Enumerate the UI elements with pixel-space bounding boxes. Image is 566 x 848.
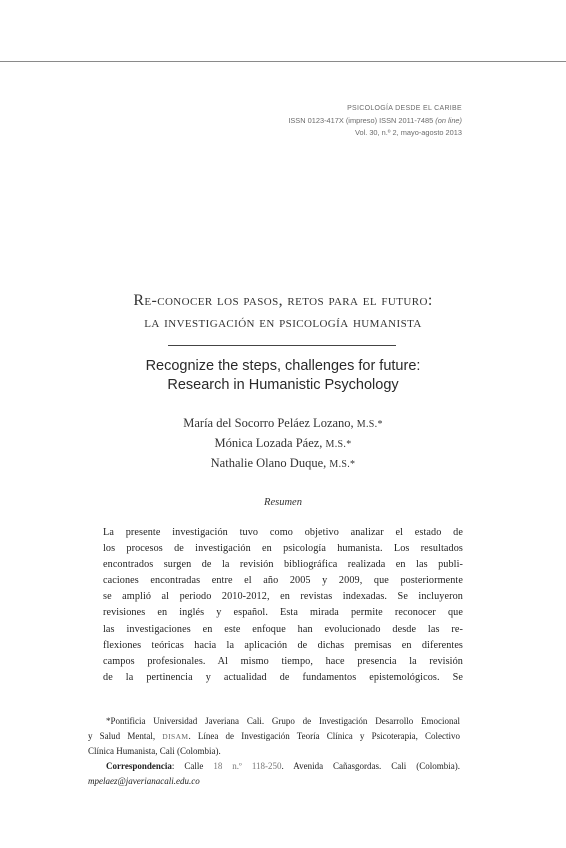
footnote-address-number: 18 n.º 118-250: [213, 761, 282, 771]
abstract-body: [103, 525, 463, 686]
top-rule: [0, 61, 566, 62]
footnote-affiliation-line: Clínica Humanista, Cali (Colombia).: [88, 746, 221, 756]
footnote-affiliation-line: [88, 729, 460, 744]
author-name: Nathalie Olano Duque,: [210, 456, 327, 470]
abstract-line: los procesos de investigación en psicología humanista. Los resultados: [103, 543, 463, 555]
title-en-line-2: Research in Humanistic Psychology: [167, 377, 399, 393]
issn-online: ISSN 2011-7485: [379, 116, 434, 125]
journal-issn: [288, 115, 462, 127]
author-footnote: [88, 714, 460, 789]
abstract-line: revisiones en inglés y español. Esta mirada permite reconocer que: [103, 607, 463, 619]
issn-online-suffix: (on line): [435, 116, 462, 125]
article-title: [40, 290, 526, 334]
title-en-line-1: Recognize the steps, challenges for future:: [145, 358, 421, 374]
title-line-1: Re-conocer los pasos, retos para el futuro:: [133, 292, 433, 309]
footnote-acronym: DISAM: [162, 732, 189, 741]
abstract-heading: Resumen: [264, 497, 302, 508]
abstract-line: de la pertinencia y actualidad de fundamentos epistemológicos. Se: [103, 671, 463, 683]
journal-header: [288, 103, 462, 139]
author-name: María del Socorro Peláez Lozano,: [183, 416, 354, 430]
author-list: [40, 414, 526, 474]
article-title-english: [40, 357, 526, 395]
author: [40, 454, 526, 474]
abstract-line: se amplió al periodo 2010-2012, en revistas indexadas. Se incluyeron: [103, 591, 463, 603]
author-degree: M.S.*: [325, 439, 352, 450]
journal-volume: Vol. 30, n.º 2, mayo-agosto 2013: [354, 128, 462, 137]
title-line-2: la investigación en psicología humanista: [144, 314, 422, 331]
abstract-line: caciones encontradas entre el año 2005 y 2009, que posteriormente: [103, 575, 463, 587]
abstract-line: encontrados surgen de la revisión bibliográfica realizada en las publi-: [103, 559, 463, 571]
correspondence-label: Correspondencia: [106, 761, 172, 771]
author-name: Mónica Lozada Páez,: [214, 436, 323, 450]
footnote-text: : Calle: [171, 761, 204, 771]
journal-name: PSICOLOGÍA DESDE EL CARIBE: [347, 105, 462, 112]
abstract-line: las investigaciones en este enfoque han evolucionado desde las re-: [103, 623, 463, 635]
abstract-line: campos profesionales. Al mismo tiempo, hace presencia la revisión: [103, 655, 463, 667]
author-email-link[interactable]: mpelaez@javerianacali.edu.co: [88, 776, 200, 786]
author-degree: M.S.*: [329, 459, 356, 470]
author: [40, 434, 526, 454]
footnote-text: . Avenida Cañasgordas. Cali (Colombia).: [281, 761, 460, 771]
author-degree: M.S.*: [356, 419, 383, 430]
abstract-line: flexiones teóricas hacia la aplicación de dichas premisas en diferentes: [103, 639, 463, 651]
abstract-line: La presente investigación tuvo como objetivo analizar el estado de: [103, 527, 463, 538]
issn-print: ISSN 0123-417X (impreso): [288, 116, 378, 125]
footnote-text: . Línea de Investigación Teoría Clínica y Psicoterapia, Colectivo: [188, 731, 460, 741]
footnote-affiliation-line: *Pontificia Universidad Javeriana Cali. Grupo de Investigación Desarrollo Emocional: [106, 716, 460, 726]
author: [40, 414, 526, 434]
title-rule: [168, 345, 396, 346]
footnote-text: y Salud Mental,: [88, 731, 156, 741]
footnote-correspondence: [88, 759, 460, 774]
